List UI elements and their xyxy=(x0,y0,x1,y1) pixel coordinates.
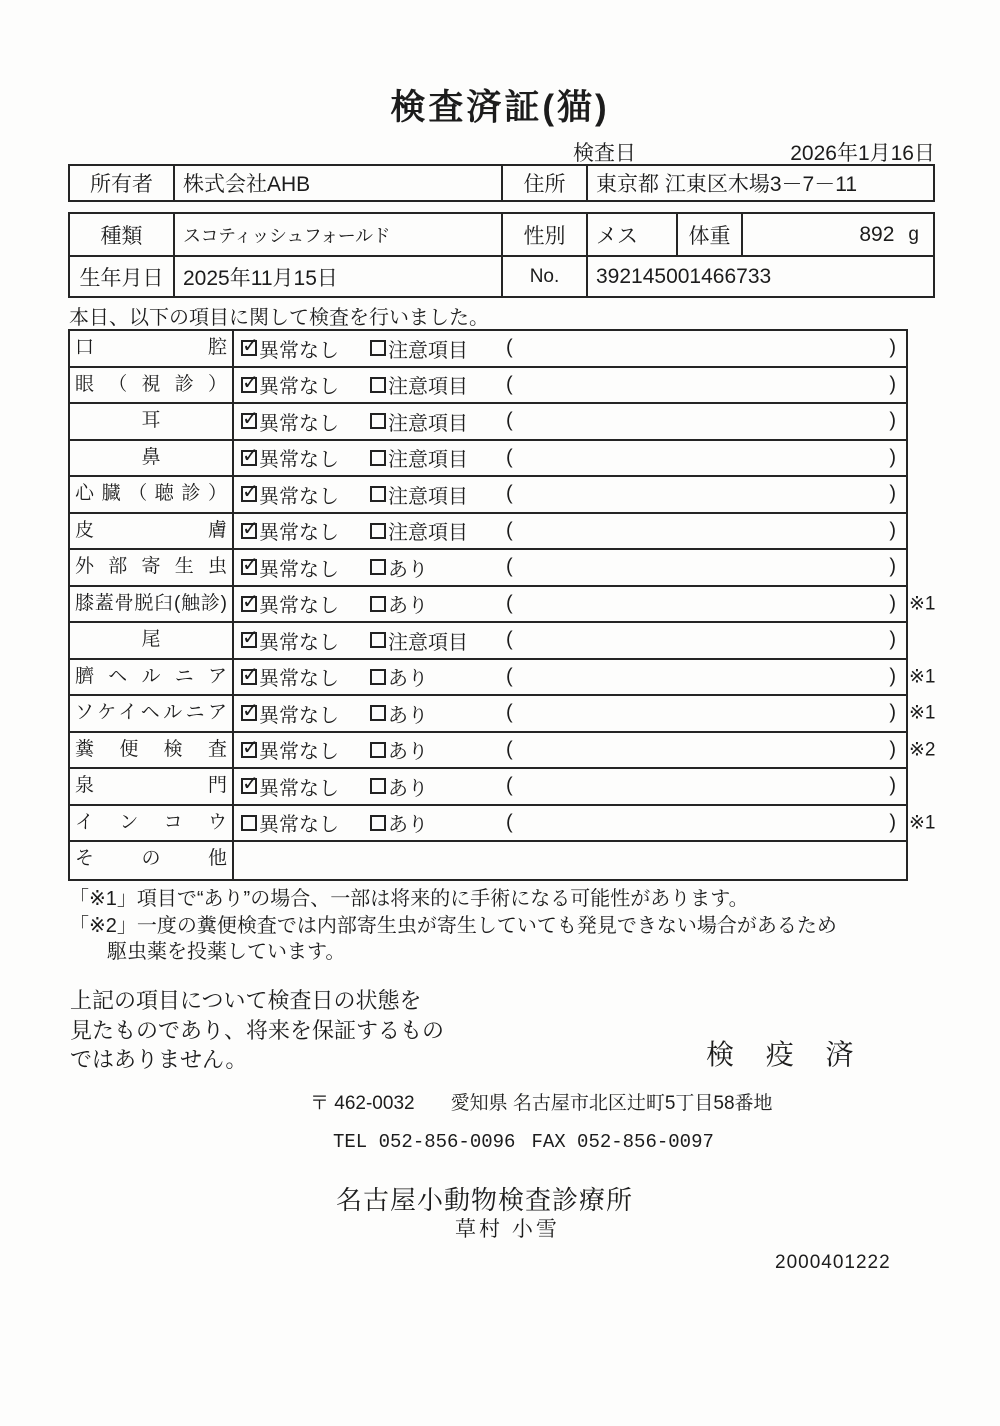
alternative-checkbox[interactable] xyxy=(370,596,386,612)
row-footnote-marker: ※1 xyxy=(909,702,936,724)
footnote-2-continued: 駆虫薬を投薬しています。 xyxy=(107,941,346,963)
remarks-paren-open: ( xyxy=(506,592,513,615)
alternative-option xyxy=(370,441,468,476)
remarks-paren-open: ( xyxy=(506,811,513,834)
no-abnormality-label: 異常なし xyxy=(259,339,339,362)
alternative-checkbox[interactable] xyxy=(370,450,386,466)
no-abnormality-checkbox[interactable] xyxy=(241,517,259,540)
remarks-paren-open: ( xyxy=(506,409,513,432)
no-abnormality-checkbox[interactable] xyxy=(241,627,259,650)
exam-table-row xyxy=(70,660,936,697)
no-abnormality-option xyxy=(241,696,339,731)
exam-item-content xyxy=(234,441,906,476)
alternative-checkbox[interactable] xyxy=(370,815,386,831)
row-footnote-marker: ※1 xyxy=(909,593,936,615)
remarks-paren-open: ( xyxy=(506,482,513,505)
alternative-checkbox[interactable] xyxy=(370,742,386,758)
remarks-paren-close: ) xyxy=(889,628,896,651)
remarks-paren-open: ( xyxy=(506,701,513,724)
exam-item-content xyxy=(234,404,906,439)
exam-item-label: 眼（視診） xyxy=(70,368,234,403)
no-abnormality-label: 異常なし xyxy=(259,522,339,545)
exam-item-label: インコウ xyxy=(70,806,234,841)
clinic-tel-line xyxy=(333,1131,714,1153)
alternative-label: あり xyxy=(388,595,428,618)
owner-row xyxy=(70,166,933,200)
clinic-postal-code: 〒 462-0032 xyxy=(310,1093,415,1114)
alternative-label: 注意項目 xyxy=(388,339,468,362)
no-abnormality-option xyxy=(241,331,339,366)
exam-table-row xyxy=(70,550,906,587)
remarks-paren-open: ( xyxy=(506,446,513,469)
no-abnormality-checkbox[interactable] xyxy=(241,815,257,831)
exam-date-value: 2026年1月16日 xyxy=(790,142,935,165)
check-icon: ✓ xyxy=(242,736,259,759)
alternative-option xyxy=(370,331,468,366)
no-abnormality-label: 異常なし xyxy=(259,741,339,764)
check-icon: ✓ xyxy=(242,627,259,650)
remarks-paren-close: ) xyxy=(889,519,896,542)
examiner-name: 草村 小雪 xyxy=(455,1218,560,1241)
check-icon: ✓ xyxy=(242,554,259,577)
check-icon: ✓ xyxy=(242,408,259,431)
alternative-label: あり xyxy=(388,558,428,581)
exam-item-content xyxy=(234,842,906,879)
footnotes-block xyxy=(69,886,837,966)
alternative-label: 注意項目 xyxy=(388,631,468,654)
birth-label: 生年月日 xyxy=(70,257,175,296)
no-abnormality-label: 異常なし xyxy=(259,631,339,654)
breed-value: スコティッシュフォールド xyxy=(175,214,503,255)
alternative-option xyxy=(370,769,428,804)
owner-table xyxy=(68,164,935,202)
exam-item-content xyxy=(234,331,906,366)
exam-item-content xyxy=(234,550,906,585)
alternative-checkbox[interactable] xyxy=(370,340,386,356)
exam-item-content xyxy=(234,587,936,622)
disclaimer-line-2: 見たものであり、将来を保証するもの xyxy=(70,1017,445,1043)
exam-item-label: 外部寄生虫 xyxy=(70,550,234,585)
remarks-paren-open: ( xyxy=(506,738,513,761)
no-abnormality-label: 異常なし xyxy=(259,814,339,837)
pet-info-table xyxy=(68,212,935,298)
breed-label: 種類 xyxy=(70,214,175,255)
exam-item-label: 泉門 xyxy=(70,769,234,804)
remarks-paren-open: ( xyxy=(506,373,513,396)
owner-label: 所有者 xyxy=(70,166,175,200)
remarks-paren-close: ) xyxy=(889,701,896,724)
exam-table-row xyxy=(70,769,906,806)
exam-table-row xyxy=(70,441,906,478)
exam-item-content xyxy=(234,806,936,841)
exam-table-row xyxy=(70,696,936,733)
alternative-checkbox[interactable] xyxy=(370,413,386,429)
address-value: 東京都 江東区木場3－7－11 xyxy=(596,173,857,196)
weight-value-cell xyxy=(743,214,933,255)
remarks-paren-close: ) xyxy=(889,373,896,396)
quarantine-stamp: 検 疫 済 xyxy=(706,1039,866,1070)
address-label: 住所 xyxy=(503,166,588,200)
exam-item-label: 皮膚 xyxy=(70,514,234,549)
check-icon: ✓ xyxy=(242,517,259,540)
row-footnote-marker: ※1 xyxy=(909,812,936,834)
exam-item-label: 臍ヘルニア xyxy=(70,660,234,695)
footnote-2: 「※2」一度の糞便検査では内部寄生虫が寄生していても発見できない場合があるため xyxy=(69,914,837,937)
no-abnormality-checkbox[interactable] xyxy=(241,773,259,796)
alternative-label: あり xyxy=(388,704,428,727)
no-abnormality-label: 異常なし xyxy=(259,558,339,581)
row-footnote-marker: ※1 xyxy=(909,666,936,688)
clinic-address: 愛知県 名古屋市北区辻町5丁目58番地 xyxy=(450,1093,773,1114)
check-icon: ✓ xyxy=(242,590,259,613)
no-abnormality-option xyxy=(241,404,339,439)
no-abnormality-option xyxy=(241,623,339,658)
alternative-label: 注意項目 xyxy=(388,376,468,399)
no-abnormality-option xyxy=(241,368,339,403)
remarks-paren-open: ( xyxy=(506,665,513,688)
exam-table-row xyxy=(70,587,936,624)
alternative-checkbox[interactable] xyxy=(370,523,386,539)
alternative-option xyxy=(370,514,468,549)
intro-text: 本日、以下の項目に関して検査を行いました。 xyxy=(69,307,489,329)
alternative-label: 注意項目 xyxy=(388,412,468,435)
no-abnormality-checkbox[interactable] xyxy=(241,590,259,613)
remarks-paren-close: ) xyxy=(889,409,896,432)
no-value: 392145001466733 xyxy=(596,264,772,288)
alternative-option xyxy=(370,623,468,658)
no-abnormality-checkbox[interactable] xyxy=(241,554,259,577)
check-icon: ✓ xyxy=(242,773,259,796)
no-abnormality-label: 異常なし xyxy=(259,704,339,727)
remarks-paren-open: ( xyxy=(506,519,513,542)
alternative-label: 注意項目 xyxy=(388,449,468,472)
no-abnormality-checkbox[interactable] xyxy=(241,408,259,431)
no-abnormality-option xyxy=(241,660,339,695)
no-abnormality-checkbox[interactable] xyxy=(241,736,259,759)
no-label: No. xyxy=(503,257,588,296)
exam-item-label: 糞便検査 xyxy=(70,733,234,768)
exam-item-content xyxy=(234,623,906,658)
alternative-checkbox[interactable] xyxy=(370,632,386,648)
exam-table-row xyxy=(70,514,906,551)
breed-row xyxy=(70,214,933,255)
birth-row xyxy=(70,255,933,296)
sex-label: 性別 xyxy=(503,214,588,255)
remarks-paren-open: ( xyxy=(506,336,513,359)
birth-value: 2025年11月15日 xyxy=(175,257,503,296)
check-icon: ✓ xyxy=(242,371,259,394)
no-abnormality-label: 異常なし xyxy=(259,449,339,472)
no-abnormality-option xyxy=(241,477,339,512)
no-abnormality-option xyxy=(241,769,339,804)
remarks-paren-close: ) xyxy=(889,446,896,469)
exam-item-content xyxy=(234,769,906,804)
remarks-paren-close: ) xyxy=(889,336,896,359)
alternative-checkbox[interactable] xyxy=(370,377,386,393)
alternative-label: 注意項目 xyxy=(388,522,468,545)
alternative-option xyxy=(370,404,468,439)
alternative-label: あり xyxy=(388,777,428,800)
no-abnormality-checkbox[interactable] xyxy=(241,663,259,686)
check-icon: ✓ xyxy=(242,481,259,504)
no-abnormality-checkbox[interactable] xyxy=(241,335,259,358)
alternative-label: あり xyxy=(388,741,428,764)
check-icon: ✓ xyxy=(242,700,259,723)
alternative-label: 注意項目 xyxy=(388,485,468,508)
alternative-option xyxy=(370,587,428,622)
sex-value: メス xyxy=(588,214,678,255)
remarks-paren-close: ) xyxy=(889,738,896,761)
weight-value: 892 xyxy=(859,222,895,246)
no-abnormality-checkbox[interactable] xyxy=(241,444,259,467)
alternative-checkbox[interactable] xyxy=(370,705,386,721)
exam-item-label: 耳 xyxy=(70,404,234,439)
page-title: 検査済証(猫) xyxy=(390,88,610,127)
exam-item-content xyxy=(234,733,936,768)
no-abnormality-label: 異常なし xyxy=(259,668,339,691)
clinic-name: 名古屋小動物検査診療所 xyxy=(336,1185,634,1215)
check-icon: ✓ xyxy=(242,335,259,358)
alternative-option xyxy=(370,550,428,585)
alternative-label: あり xyxy=(388,668,428,691)
remarks-paren-close: ) xyxy=(889,482,896,505)
remarks-paren-close: ) xyxy=(889,774,896,797)
no-abnormality-option xyxy=(241,550,339,585)
exam-table xyxy=(68,329,936,881)
exam-item-content xyxy=(234,368,906,403)
row-footnote-marker: ※2 xyxy=(909,739,936,761)
no-abnormality-option xyxy=(241,441,339,476)
alternative-option xyxy=(370,806,428,841)
remarks-paren-close: ) xyxy=(889,592,896,615)
alternative-checkbox[interactable] xyxy=(370,559,386,575)
exam-table-row xyxy=(70,733,936,770)
remarks-paren-open: ( xyxy=(506,555,513,578)
exam-table-row xyxy=(70,806,936,843)
alternative-option xyxy=(370,477,468,512)
exam-table-row xyxy=(70,842,906,879)
exam-item-content xyxy=(234,514,906,549)
no-abnormality-checkbox[interactable] xyxy=(241,700,259,723)
check-icon: ✓ xyxy=(242,444,259,467)
alternative-option xyxy=(370,660,428,695)
no-abnormality-option xyxy=(241,587,339,622)
no-abnormality-label: 異常なし xyxy=(259,777,339,800)
alternative-checkbox[interactable] xyxy=(370,486,386,502)
no-abnormality-option xyxy=(241,806,339,841)
clinic-tel: TEL 052-856-0096 xyxy=(333,1131,516,1153)
no-abnormality-label: 異常なし xyxy=(259,376,339,399)
exam-item-content xyxy=(234,477,906,512)
footnote-1: 「※1」項目で“あり”の場合、一部は将来的に手術になる可能性があります。 xyxy=(69,888,749,910)
alternative-option xyxy=(370,733,428,768)
weight-label: 体重 xyxy=(678,214,743,255)
alternative-option xyxy=(370,368,468,403)
disclaimer-line-1: 上記の項目について検査日の状態を xyxy=(70,988,422,1013)
no-abnormality-checkbox[interactable] xyxy=(241,481,259,504)
exam-item-label: 口腔 xyxy=(70,331,234,366)
exam-table-row xyxy=(70,368,906,405)
exam-item-content xyxy=(234,696,936,731)
remarks-paren-open: ( xyxy=(506,774,513,797)
exam-item-label: 膝蓋骨脱臼(触診) xyxy=(70,587,234,622)
exam-item-content xyxy=(234,660,936,695)
remarks-paren-open: ( xyxy=(506,628,513,651)
exam-item-label: 鼻 xyxy=(70,441,234,476)
alternative-label: あり xyxy=(388,814,428,837)
exam-item-label: ソケイヘルニア xyxy=(70,696,234,731)
exam-table-row xyxy=(70,331,906,368)
weight-unit: g xyxy=(908,223,919,245)
alternative-option xyxy=(370,696,428,731)
document-number: 2000401222 xyxy=(775,1252,891,1273)
no-abnormality-label: 異常なし xyxy=(259,485,339,508)
disclaimer-line-3: ではありません。 xyxy=(70,1047,248,1072)
no-abnormality-label: 異常なし xyxy=(259,595,339,618)
check-icon: ✓ xyxy=(242,663,259,686)
exam-item-label: その他 xyxy=(70,842,234,879)
no-abnormality-checkbox[interactable] xyxy=(241,371,259,394)
no-abnormality-option xyxy=(241,514,339,549)
no-abnormality-label: 異常なし xyxy=(259,412,339,435)
owner-value: 株式会社AHB xyxy=(175,166,503,200)
alternative-checkbox[interactable] xyxy=(370,778,386,794)
remarks-paren-close: ) xyxy=(889,555,896,578)
exam-item-label: 尾 xyxy=(70,623,234,658)
disclaimer-block xyxy=(70,986,444,1075)
clinic-address-line xyxy=(310,1088,773,1115)
remarks-paren-close: ) xyxy=(889,665,896,688)
exam-table-row xyxy=(70,477,906,514)
exam-date-label: 検査日 xyxy=(573,142,636,165)
clinic-fax: FAX 052-856-0097 xyxy=(531,1131,714,1153)
alternative-checkbox[interactable] xyxy=(370,669,386,685)
exam-table-row xyxy=(70,404,906,441)
exam-item-label: 心臓（聴診） xyxy=(70,477,234,512)
remarks-paren-close: ) xyxy=(889,811,896,834)
exam-table-row xyxy=(70,623,906,660)
no-abnormality-option xyxy=(241,733,339,768)
